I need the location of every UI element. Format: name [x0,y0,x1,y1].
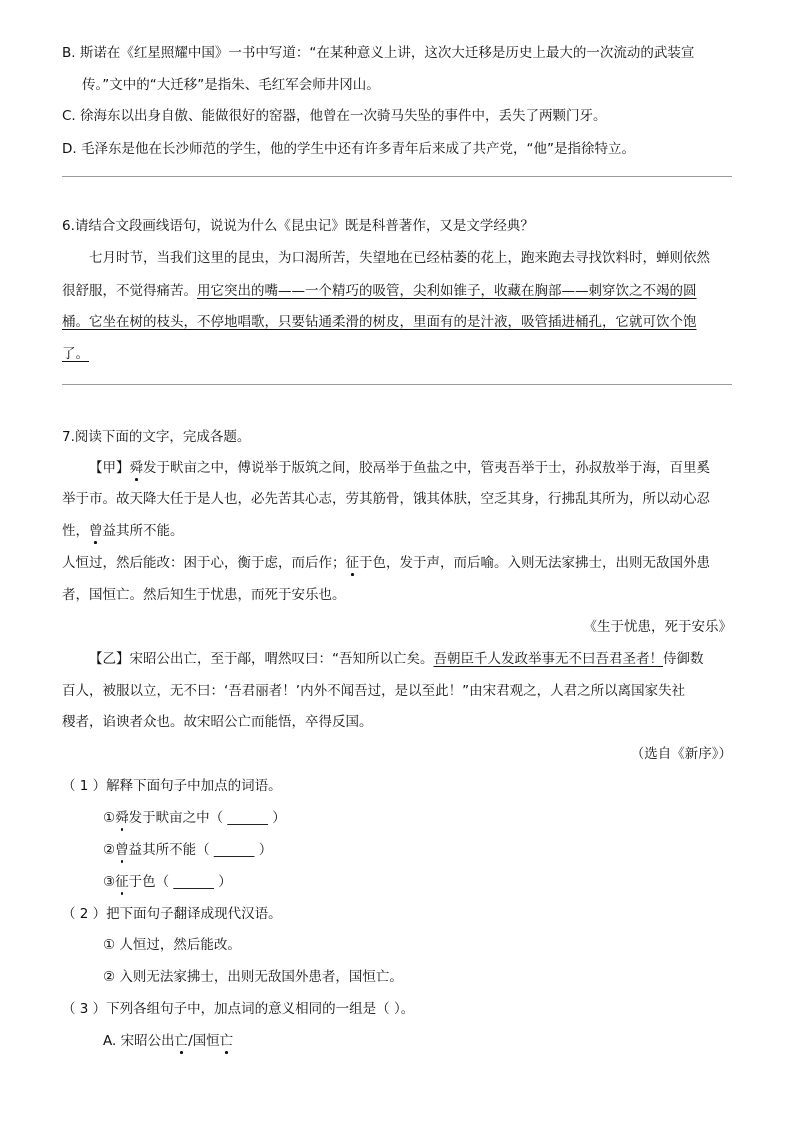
section-divider [62,384,732,385]
q5-option-c: C. 徐海东以出身自傲、能做很好的窑器，他曾在一次骑马失坠的事件中，丢失了两颗门牙。 [62,108,607,124]
q5-option-d: D. 毛泽东是他在长沙师范的学生，他的学生中还有许多青年后来成了共产党，“他”是指徐特立。 [62,141,635,157]
yi-text: 【乙】宋昭公出亡，至于鄗，喟然叹曰：“吾知所以亡矣。 [89,651,434,667]
q7-jia-line3 [62,521,184,541]
dotted-word: 曾 [115,842,129,858]
jia-text: 性， [62,523,89,539]
q7-jia-source: 《生于忧患，死于安乐》 [583,619,732,635]
q7-question: 7.阅读下面的文字，完成各题。 [62,429,251,445]
q6-underlined-line4: 了。 [62,346,89,362]
q7-jia-line1 [89,458,710,478]
q5-option-b-line2: 传。”文中的“大迁移”是指朱、毛红军会师井冈山。 [82,77,380,93]
item-text: 于色（ ______ ） [128,874,232,890]
item-text: 发于畎亩之中（ ______ ） [128,810,286,826]
q7-sub3-option-a [103,1031,233,1051]
dotted-word: 舜 [129,460,143,476]
q7-sub2-item2: ② 入则无法家拂士，出则无敌国外患者，国恒亡。 [103,969,403,985]
q6-question: 6.请结合文段画线语句，说说为什么《昆虫记》既是科普著作，又是文学经典？ [62,218,534,234]
q7-sub3-title: （ 3 ）下列各组句子中，加点词的意义相同的一组是（ ）。 [62,1001,415,1017]
q7-sub2-item1: ① 人恒过，然后能改。 [103,937,241,953]
dotted-word: 曾 [89,523,103,539]
dotted-word: 舜 [115,810,129,826]
jia-text: 人恒过，然后能改：困于心，衡于虑，而后作； [62,555,346,571]
q7-sub1-item3 [103,872,232,892]
q7-sub2-title: （ 2 ）把下面句子翻译成现代汉语。 [62,906,282,922]
dotted-word: 征 [345,555,359,571]
item-number: ① [103,810,116,826]
option-text: A. 宋昭公出 [103,1033,175,1049]
yi-text: 侍御数 [663,651,704,667]
jia-label: 【甲】 [89,460,130,476]
jia-text: 益其所不能。 [102,523,184,539]
q7-yi-source: （选自《新序》） [630,746,732,762]
q7-yi-line2: 百人，被服以立，无不曰：‘吾君丽者！’内外不闻吾过，是以至此！”由宋君观之，人君之所以离国家失社 [62,683,686,699]
dotted-word: 亡 [174,1033,189,1049]
q7-jia-line2: 举于市。故天降大任于是人也，必先苦其心志，劳其筋骨，饿其体肤，空乏其身，行拂乱其所为，所以动心忍 [62,491,710,507]
dotted-word: 征 [115,874,129,890]
q6-underlined-line3: 桶。它坐在树的枝头，不停地唱歌，只要钻通柔滑的树皮，里面有的是汁液，吸管插进桶孔，它就可饮个饱 [62,314,697,330]
q7-jia-line5: 者，国恒亡。然后知生于忧患，而死于安乐也。 [62,587,346,603]
q6-underlined-text: 用它突出的嘴——一个精巧的吸管，尖利如锥子，收藏在胸部——刺穿饮之不竭的圆 [197,283,697,299]
item-text: 益其所不能（ ______ ） [128,842,273,858]
jia-text: 于色，发于声，而后喻。入则无法家拂士，出则无敌国外患 [359,555,710,571]
yi-underlined-text: 吾朝臣千人发政举事无不曰吾君圣者！ [433,651,663,667]
option-text: /国恒 [188,1033,220,1049]
q5-option-b-line1: B. 斯诺在《红星照耀中国》一书中写道：“在某种意义上讲，这次大迁移是历史上最大的一次流动的武装宣 [62,45,695,61]
q6-passage-line1: 七月时节，当我们这里的昆虫，为口渴所苦，失望地在已经枯萎的花上，跑来跑去寻找饮料时，蝉则依然 [89,250,710,266]
q6-passage-line2 [62,281,697,301]
q7-sub1-item1 [103,808,286,828]
dotted-word: 亡 [219,1033,234,1049]
q7-yi-line3: 稷者，谄谀者众也。故宋昭公亡而能悟，卒得反国。 [62,714,373,730]
q7-sub1-item2 [103,840,272,860]
item-number: ② [103,842,116,858]
q7-yi-line1 [89,649,704,669]
q7-jia-line4 [62,553,710,573]
section-divider [62,176,732,177]
q7-sub1-title: （ 1 ）解释下面句子中加点的词语。 [62,778,282,794]
q6-passage-line2-plain: 很舒服，不觉得痛苦。 [62,283,197,299]
jia-text: 发于畎亩之中，傅说举于版筑之间，胶鬲举于鱼盐之中，管夷吾举于士，孙叔敖举于海，百里奚 [143,460,710,476]
item-number: ③ [103,874,116,890]
